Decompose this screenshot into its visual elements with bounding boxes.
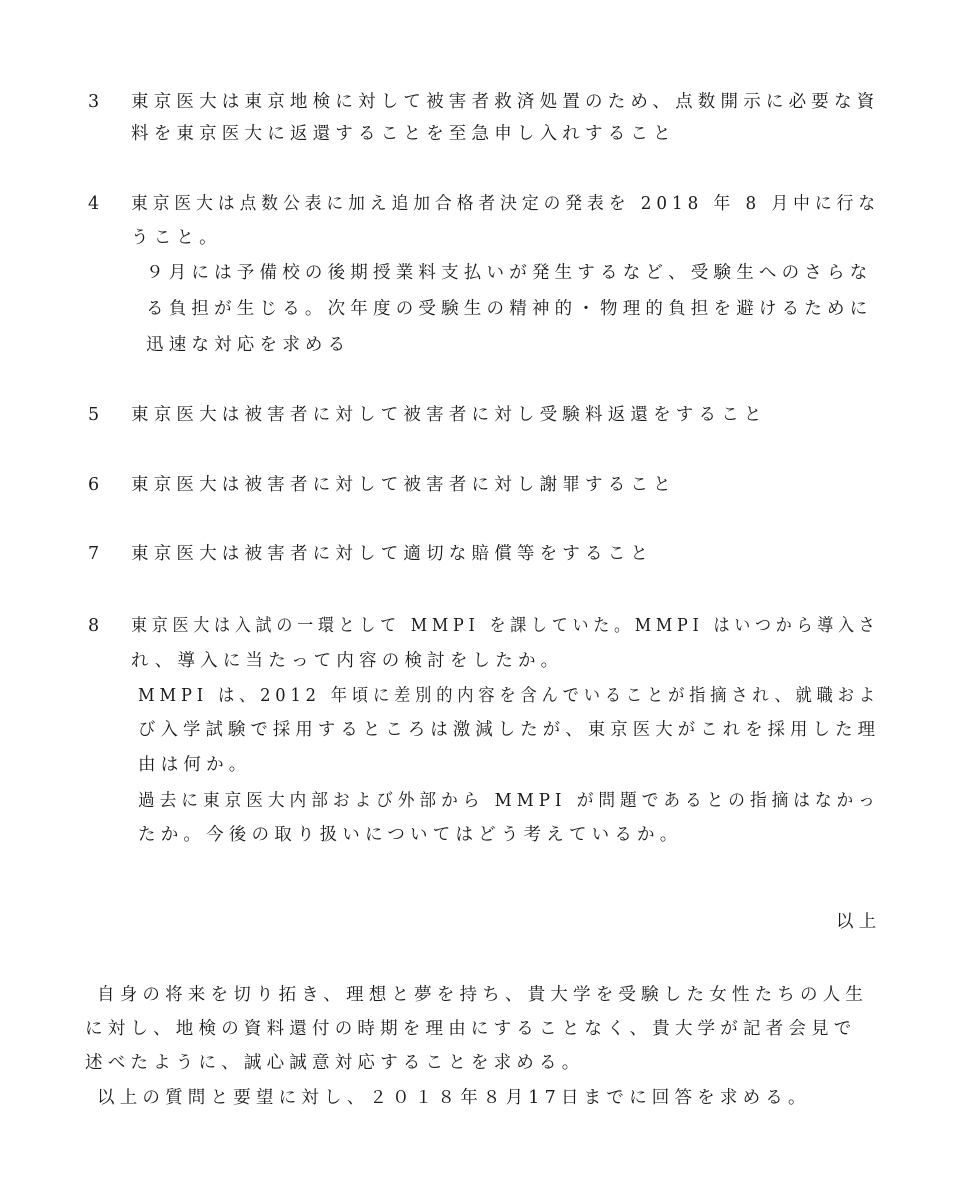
item-note-line: 迅速な対応を求める <box>146 335 351 355</box>
item-note-line: ９月には予備校の後期授業料支払いが発生するなど、受験生へのさらな <box>146 263 873 283</box>
item-text-line: 東京医大は被害者に対して被害者に対し受験料返還をすること <box>131 405 767 425</box>
footer-line: に対し、地検の資料還付の時期を理由にすることなく、貴大学が記者会見で <box>85 1019 857 1039</box>
item-note-line: る負担が生じる。次年度の受験生の精神的・物理的負担を避けるために <box>146 299 873 319</box>
item-number: 3 <box>88 92 105 112</box>
footer-line: 述べたように、誠心誠意対応することを求める。 <box>85 1053 585 1073</box>
item-text-line: 東京医大は東京地検に対して被害者救済処置のため、点数開示に必要な資 <box>131 92 880 112</box>
item-note-line: たか。今後の取り扱いについてはどう考えているか。 <box>138 825 683 845</box>
footer-line: 自身の将来を切り拓き、理想と夢を持ち、貴大学を受験した女性たちの人生 <box>97 985 869 1005</box>
item-text-line: うこと。 <box>131 228 222 248</box>
item-text-line: 東京医大は入試の一環として MMPI を課していた。MMPI はいつから導入さ <box>131 616 880 636</box>
item-text-line: 料を東京医大に返還することを至急申し入れすること <box>131 124 676 144</box>
item-note-line: 由は何か。 <box>138 755 252 775</box>
closing-mark: 以上 <box>836 912 882 932</box>
item-text-line: れ、導入に当たって内容の検討をしたか。 <box>131 651 564 671</box>
item-number: 6 <box>88 475 105 495</box>
item-note-line: MMPI は、2012 年頃に差別的内容を含んでいることが指摘され、就職およ <box>138 686 880 706</box>
item-text-line: 東京医大は点数公表に加え追加合格者決定の発表を 2018 年 8 月中に行な <box>131 194 881 214</box>
item-text-line: 東京医大は被害者に対して被害者に対し謝罪すること <box>131 475 676 495</box>
item-number: 5 <box>88 405 105 425</box>
item-number: 7 <box>88 544 105 564</box>
footer-line: 以上の質問と要望に対し、２０１８年８月17日までに回答を求める。 <box>97 1088 811 1108</box>
item-number: 4 <box>88 194 105 214</box>
item-note-line: び入学試験で採用するところは激減したが、東京医大がこれを採用した理 <box>138 720 881 740</box>
item-note-line: 過去に東京医大内部および外部から MMPI が問題であるとの指摘はなかっ <box>138 791 880 811</box>
item-number: 8 <box>88 616 105 636</box>
item-text-line: 東京医大は被害者に対して適切な賠償等をすること <box>131 544 654 564</box>
